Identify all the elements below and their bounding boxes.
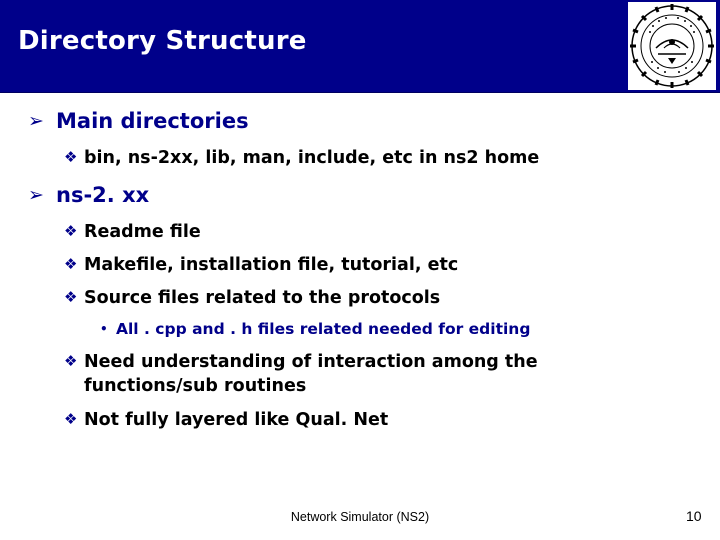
footer-title: Network Simulator (NS2) [290,510,430,524]
slide-title: Directory Structure [18,26,307,56]
bullet-text: All . cpp and . h files related needed for editing [116,320,531,338]
diamond-bullet-icon: ❖ [64,222,78,240]
diamond-bullet-icon: ❖ [64,148,78,166]
bullet-text: Source files related to the protocols [84,288,441,308]
bullet-text: Main directories [56,109,249,133]
arrow-bullet-icon: ➢ [28,184,44,206]
bullet-text: Not fully layered like Qual. Net [84,410,389,430]
bullet-text: Need understanding of interaction among the functions/sub routines [84,352,538,396]
diamond-bullet-icon: ❖ [64,288,78,306]
bullet-layering [64,408,624,432]
bullet-text: Readme file [84,222,201,242]
bullet-cpp-h-files [100,319,530,339]
bullet-home-dirs [64,146,624,170]
bullet-text: Makefile, installation file, tutorial, etc [84,255,459,275]
bullet-makefile [64,253,624,277]
bullet-ns2xx [28,182,149,208]
diamond-bullet-icon: ❖ [64,255,78,273]
bullet-source-files [64,286,624,310]
bullet-readme [64,220,624,244]
arrow-bullet-icon: ➢ [28,110,44,132]
page-number: 10 [686,508,702,524]
bullet-text: bin, ns-2xx, lib, man, include, etc in ns2 home [84,148,540,168]
dot-bullet-icon: • [100,322,108,336]
diamond-bullet-icon: ❖ [64,410,78,428]
bullet-interaction [64,350,624,398]
bullet-main-directories [28,108,249,134]
diamond-bullet-icon: ❖ [64,352,78,370]
bullet-text: ns-2. xx [56,183,150,207]
